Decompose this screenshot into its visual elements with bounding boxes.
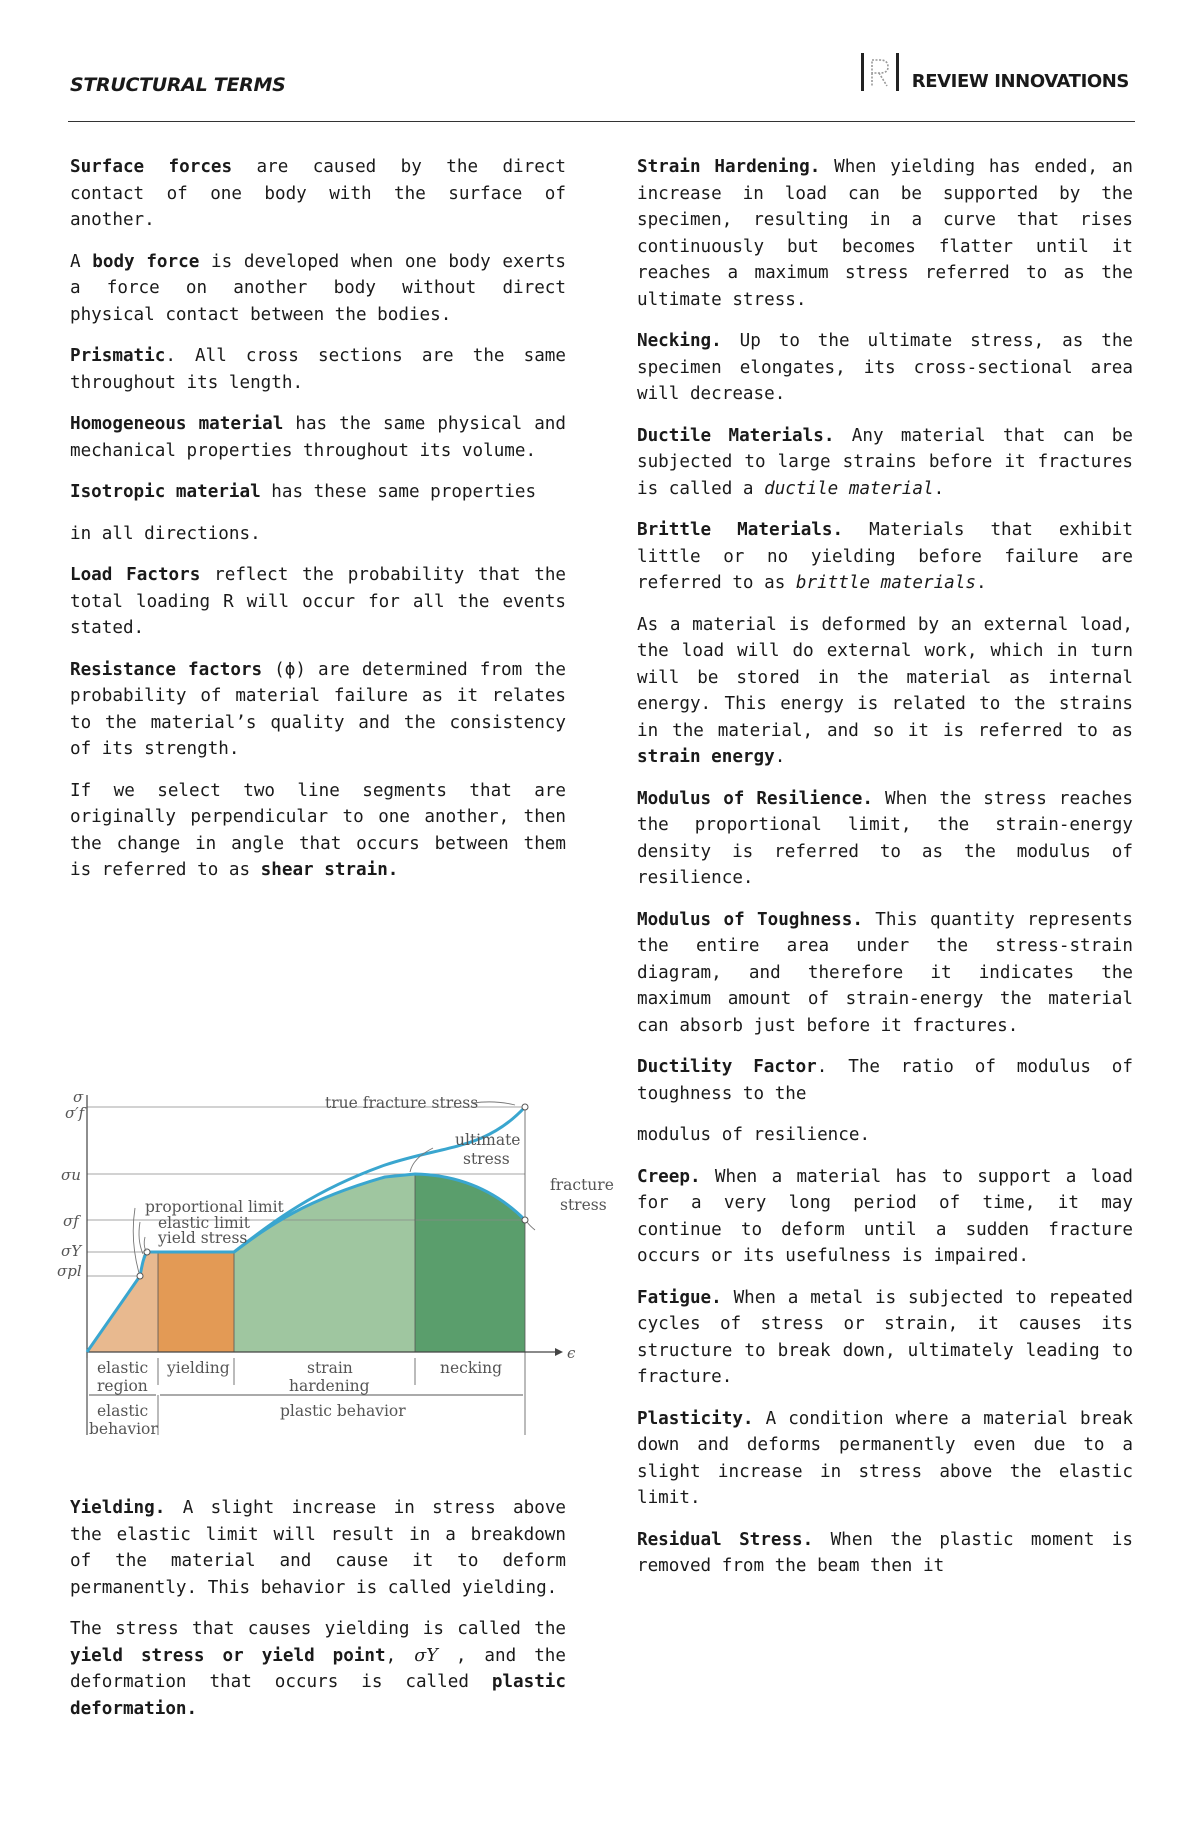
fracture-label: fracture [550,1176,614,1194]
page-header [68,50,1135,122]
term: Surface forces [70,157,233,177]
ultimate-stress-label: stress [463,1150,510,1168]
paragraph-isotropic-cont: in all directions. [70,523,261,544]
definition: (ϕ) are determined from the probability of material failure as it relates to the material’s quality and the consistency of its strength. [70,659,566,759]
term: Plasticity. [637,1408,754,1429]
term: Fatigue. [637,1287,722,1308]
paragraph-yielding [70,1495,566,1601]
epsilon-label: ϵ [567,1344,576,1362]
elastic-limit-label: elastic limit [158,1214,250,1232]
text: . [975,573,987,593]
paragraph-residual-stress [637,1527,1133,1580]
proportional-limit-point [137,1273,143,1279]
brand [858,50,1129,94]
term: Prismatic [70,346,166,366]
paragraph-resistance-factors [70,657,566,763]
term: plastic deformation. [70,1672,566,1719]
term: Necking. [637,331,722,351]
paragraph-plasticity [637,1406,1133,1512]
term: Modulus of Resilience. [637,788,873,809]
necking-label: necking [440,1359,503,1377]
paragraph-brittle [637,517,1133,597]
paragraph-prismatic [70,343,566,396]
definition: reflect the probability that the total loading R will occur for all the events stated. [70,565,566,638]
right-column [637,154,1133,1595]
text: , and the deformation that occurs is called [70,1645,566,1692]
brand-name: REVIEW INNOVATIONS [911,70,1129,92]
behavior-label: behavior [89,1420,158,1438]
term: Residual Stress. [637,1529,814,1550]
definition: . The ratio of modulus of toughness to the [637,1057,1133,1104]
true-fracture-label: true fracture stress [325,1094,479,1112]
necking-region-fill [415,1174,525,1352]
region-label: region [97,1377,148,1395]
review-innovations-logo-icon [858,50,908,94]
paragraph-modulus-toughness [637,907,1133,1040]
ultimate-label: ultimate [455,1131,521,1149]
term: yield stress or yield point [70,1645,386,1666]
plastic-behavior-label: plastic behavior [280,1402,406,1420]
paragraph-modulus-resilience [637,786,1133,892]
sigma-y-symbol: σY [414,1645,438,1666]
sigma-f-prime-label: σ′f [65,1104,85,1122]
definition: A condition where a material break down and deforms permanently even due to a slight increase in stress above the elastic limit. [637,1408,1133,1508]
term: Load Factors [70,565,201,585]
paragraph-strain-hardening [637,154,1133,313]
paragraph-ductility-factor [637,1054,1133,1107]
term: body force [92,251,200,272]
term: strain energy [637,747,775,767]
text: The stress that causes yielding is called the [70,1619,566,1639]
stress-strain-svg [55,1040,625,1450]
paragraph-necking [637,328,1133,408]
italic-term: ductile material [764,478,934,499]
term: Creep. [637,1166,701,1187]
left-column [70,154,566,899]
definition: are caused by the direct contact of one body with the surface of another. [70,157,566,230]
text: . [933,478,945,499]
page-title: STRUCTURAL TERMS [70,74,286,96]
fracture-stress-label: stress [560,1196,607,1214]
paragraph-creep [637,1164,1133,1270]
proportional-limit-label: proportional limit [145,1198,284,1216]
definition: As a material is deformed by an external load, the load will do external work, which in turn will be stored in the material as internal energy. This energy is related to the strains in the material, and so it is referred to as [637,614,1133,741]
hardening-label: hardening [289,1377,370,1395]
text: A [70,251,93,272]
fracture-point-true [522,1104,528,1110]
sigma-y-label: σY [61,1242,82,1260]
paragraph-load-factors [70,562,566,642]
definition: When a material has to support a load for a very long period of time, it may continue to deform until a sudden fracture occurs or its usefulness is impaired. [637,1166,1133,1266]
leader-true-fracture [473,1102,515,1105]
term: Strain Hardening. [637,157,821,177]
paragraph-ductile [637,423,1133,503]
definition: This quantity represents the entire area under the stress-strain diagram, and therefore it indicates the maximum amount of strain-energy the material can absorb just before it fractures. [637,909,1133,1036]
definition: is developed when one body exerts a force on another body without direct physical contact between the bodies. [70,251,566,325]
sigma-pl-label: σpl [57,1262,82,1280]
sigma-u-label: σu [61,1166,81,1184]
definition: . All cross sections are the same throughout its length. [70,346,566,393]
definition: When the plastic moment is removed from the beam then it [637,1529,1133,1576]
term: Brittle Materials. [637,520,844,540]
paragraph-homogeneous [70,411,566,464]
leader-elastic [139,1222,143,1254]
stress-strain-diagram [55,1040,625,1450]
sigma-label: σ [73,1088,84,1106]
elastic-behavior-label: elastic [97,1402,149,1420]
x-axis-arrow-icon [555,1348,563,1356]
text: . [774,747,786,767]
definition: When the stress reaches the proportional limit, the strain-energy density is referred to as the modulus of resilience. [637,788,1133,888]
strain-label: strain [307,1359,353,1377]
yield-point [144,1249,150,1255]
paragraph-strain-energy [637,612,1133,771]
yielding-label: yielding [167,1359,230,1377]
definition: When a metal is subjected to repeated cycles of stress or strain, it causes its structure to break down, ultimately leading to fracture. [637,1287,1133,1387]
term: Yielding. [70,1498,166,1518]
elastic-label: elastic [97,1359,149,1377]
italic-term: brittle materials [795,573,976,593]
paragraph-body-force [70,249,566,329]
yielding-region-fill [158,1252,234,1352]
term: Modulus of Toughness. [637,909,863,930]
definition: A slight increase in stress above the elastic limit will result in a breakdown of the material and cause it to deform permanently. This behavior is called yielding. [70,1498,566,1598]
definition: Up to the ultimate stress, as the specimen elongates, its cross-sectional area will decrease. [637,331,1133,404]
paragraph-ductility-factor-cont: modulus of resilience. [637,1125,871,1145]
definition: If we select two line segments that are originally perpendicular to one another, then the change in angle that occurs between them is referred to as [70,780,566,880]
paragraph-shear-strain [70,778,566,884]
sigma-f-label: σf [63,1212,79,1230]
leader-proportional [133,1208,139,1273]
term: Homogeneous material [70,414,284,434]
left-column-lower [70,1495,566,1737]
paragraph-fatigue [637,1285,1133,1391]
paragraph-yield-stress [70,1616,566,1722]
term: Ductile Materials. [637,425,835,446]
definition: has these same properties [260,482,537,502]
term: Resistance factors [70,659,263,680]
term: Ductility Factor [637,1057,817,1077]
term: Isotropic material [70,482,261,502]
paragraph-surface-forces [70,154,566,234]
definition: When yielding has ended, an increase in load can be supported by the specimen, resulting in a curve that rises continuously but becomes flatter until it reaches a maximum stress referred to as the ultimate stress. [637,157,1133,310]
yield-stress-label: yield stress [158,1229,248,1247]
leader-fracture [527,1222,535,1230]
definition: Any material that can be subjected to large strains before it fractures is called a [637,425,1133,499]
paragraph-isotropic [70,479,566,506]
definition: has the same physical and mechanical properties throughout its volume. [70,414,566,461]
text: , [385,1645,415,1666]
term: shear strain. [260,860,399,880]
definition: Materials that exhibit little or no yielding before failure are referred to as [637,520,1133,593]
